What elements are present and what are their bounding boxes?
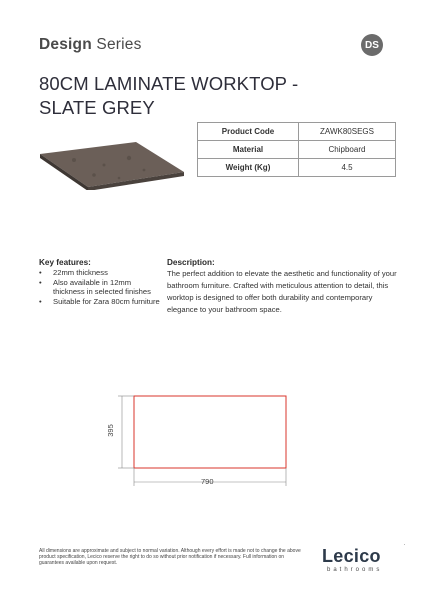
- feature-item: • Suitable for Zara 80cm furniture: [39, 297, 164, 306]
- ds-badge: DS: [361, 34, 383, 56]
- key-features-list: [39, 268, 164, 307]
- description-body: The perfect addition to elevate the aesthetic and functionality of your bathroom furniture. Crafted with meticulous attention to detail, this worktop is designed to offer both durability and contemporary elegance to your bathroom space.: [167, 269, 397, 314]
- spec-label: Material: [198, 141, 299, 159]
- spec-label: Product Code: [198, 123, 299, 141]
- title-line-2: SLATE GREY: [39, 97, 155, 118]
- spec-row: [198, 141, 396, 159]
- lecico-logo: Lecico: [322, 546, 381, 566]
- worktop-slab-image: [34, 130, 184, 190]
- slab-top-face: [40, 142, 184, 187]
- brand-light: Series: [96, 36, 142, 53]
- description-heading: Description:: [167, 258, 215, 267]
- feature-item: • 22mm thickness: [39, 268, 164, 277]
- footer-disclaimer: All dimensions are approximate and subject to normal variation. Although every effort is made not to change the above product specification, Lecico reserve the right to do so without prior notification if necessary. Full information on guarantees available upon request.: [39, 548, 301, 567]
- dimension-drawing: [100, 384, 300, 496]
- brand-title: [39, 36, 142, 54]
- spec-table: [197, 122, 396, 177]
- spec-label: Weight (Kg): [198, 159, 299, 177]
- worktop-outline: [134, 396, 286, 468]
- key-features-heading: Key features:: [39, 258, 91, 267]
- width-label: 790: [201, 477, 214, 486]
- spec-value: ZAWK80SEGS: [299, 123, 396, 141]
- spec-row: [198, 159, 396, 177]
- brand-bold: Design: [39, 36, 92, 53]
- corner-mark: [404, 544, 405, 545]
- height-label: 395: [105, 424, 115, 437]
- spec-value: 4.5: [299, 159, 396, 177]
- spec-value: Chipboard: [299, 141, 396, 159]
- feature-item: • Also available in 12mm thickness in selected finishes: [39, 278, 164, 296]
- spec-row: [198, 123, 396, 141]
- title-line-1: 80CM LAMINATE WORKTOP -: [39, 73, 299, 94]
- product-title: [39, 72, 298, 120]
- logo-subtitle: bathrooms: [327, 567, 383, 573]
